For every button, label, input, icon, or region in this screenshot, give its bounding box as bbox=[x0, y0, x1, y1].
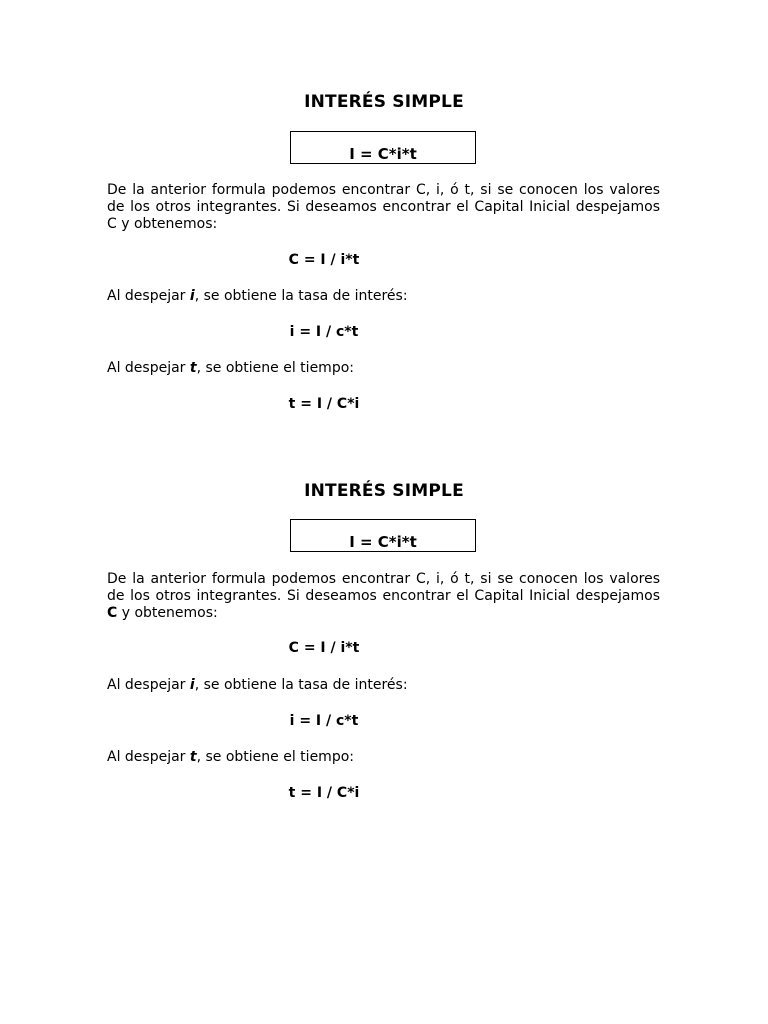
intro-text: De la anterior formula podemos encontrar C, i, ó t, si se conocen los valores de los otros integrantes. Si deseamos encontrar el Capital Inicial despejamos bbox=[107, 182, 660, 215]
section-title: INTERÉS SIMPLE bbox=[304, 92, 464, 112]
line-text-end: , se obtiene la tasa de interés: bbox=[194, 677, 408, 693]
main-formula-box bbox=[290, 131, 476, 164]
intro-paragraph bbox=[107, 571, 660, 622]
formula-t: t = I / C*i bbox=[288, 396, 360, 412]
main-formula: I = C*i*t bbox=[349, 533, 417, 551]
formula-t: t = I / C*i bbox=[288, 785, 360, 801]
formula-c: C = I / i*t bbox=[288, 252, 360, 268]
main-formula-box bbox=[290, 519, 476, 552]
line-solve-i bbox=[107, 677, 408, 694]
section-title: INTERÉS SIMPLE bbox=[304, 481, 464, 501]
variable-t: t bbox=[189, 360, 197, 376]
line-text: Al despejar bbox=[107, 677, 190, 693]
line-solve-t bbox=[107, 360, 354, 377]
line-text-end: , se obtiene la tasa de interés: bbox=[194, 288, 408, 304]
variable-i: i bbox=[189, 288, 195, 304]
formula-i: i = I / c*t bbox=[289, 324, 359, 340]
intro-text: De la anterior formula podemos encontrar C, i, ó t, si se conocen los valores de los otros integrantes. Si deseamos encontrar el Capital Inicial despejamos bbox=[107, 571, 660, 604]
intro-paragraph bbox=[107, 182, 660, 233]
formula-i: i = I / c*t bbox=[289, 713, 359, 729]
intro-variable: C bbox=[107, 216, 117, 232]
line-text-end: , se obtiene el tiempo: bbox=[196, 749, 354, 765]
line-solve-i bbox=[107, 288, 408, 305]
intro-text-end: y obtenemos: bbox=[116, 216, 218, 232]
line-text-end: , se obtiene el tiempo: bbox=[196, 360, 354, 376]
intro-variable: C bbox=[107, 605, 118, 621]
formula-c: C = I / i*t bbox=[288, 640, 360, 656]
variable-t: t bbox=[189, 749, 197, 765]
intro-text-end: y obtenemos: bbox=[117, 605, 218, 621]
line-text: Al despejar bbox=[107, 288, 190, 304]
line-text: Al despejar bbox=[107, 360, 190, 376]
main-formula: I = C*i*t bbox=[349, 145, 417, 163]
line-solve-t bbox=[107, 749, 354, 766]
variable-i: i bbox=[189, 677, 195, 693]
line-text: Al despejar bbox=[107, 749, 190, 765]
